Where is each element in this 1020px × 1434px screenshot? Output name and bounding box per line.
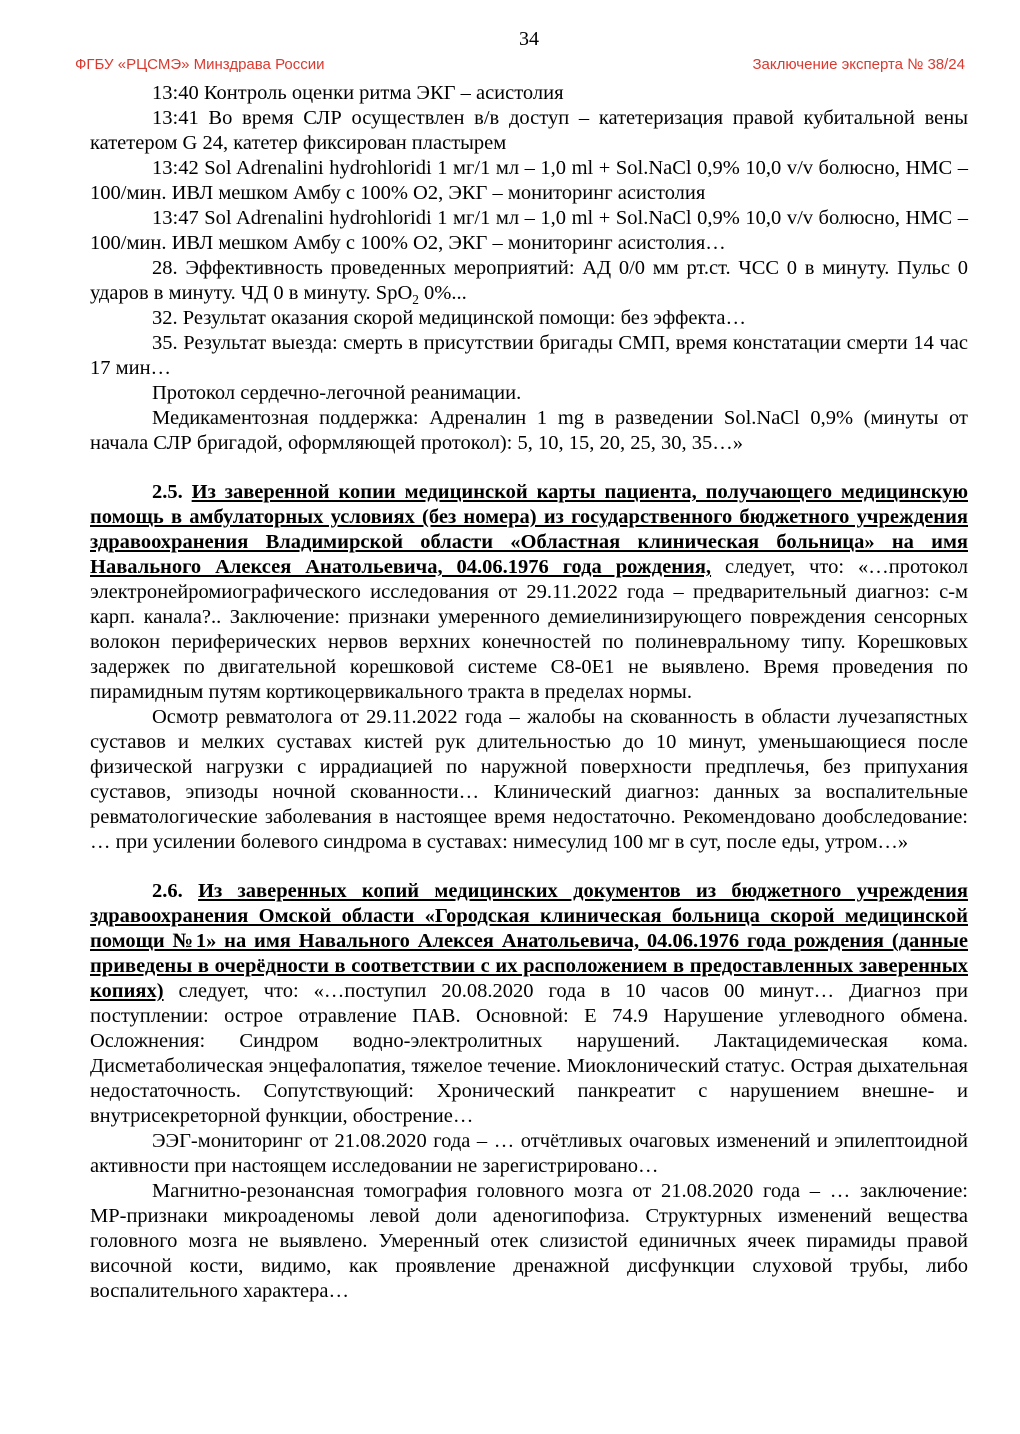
text-run: 13:40 Контроль оценки ритма ЭКГ – асистолия bbox=[152, 82, 564, 104]
paragraph-1342 bbox=[90, 156, 968, 206]
paragraph-35 bbox=[90, 331, 968, 381]
text-run: 2.5. bbox=[152, 481, 192, 503]
paragraph-32 bbox=[90, 306, 968, 331]
paragraph-1341 bbox=[90, 106, 968, 156]
text-run: 2 bbox=[412, 292, 419, 308]
text-run: 28. Эффективность проведенных мероприятий: АД 0/0 мм рт.ст. ЧСС 0 в минуту. Пульс 0 ударов в минуту. ЧД 0 в минуту. SpO bbox=[90, 257, 968, 304]
document-header bbox=[0, 50, 1020, 74]
text-run: 35. Результат выезда: смерть в присутствии бригады СМП, время констатации смерти 14 час 17 мин… bbox=[90, 332, 968, 379]
text-run: 2.6. bbox=[152, 880, 199, 902]
text-run: Из заверенных копий медицинских документов из бюджетного учреждения здравоохранения Омской области «Городская клиническая больница скорой медицинской помощи №1» на имя Навального Алексея Анатольевича, 04.06.1976 года рождения (данные приведены в очерёдности в соответствии с их расположением в предоставленных заверенных копиях) bbox=[90, 880, 969, 1002]
header-right-case: Заключение эксперта № 38/24 bbox=[752, 56, 965, 73]
paragraph-protocol bbox=[90, 381, 968, 406]
text-run: Протокол сердечно-легочной реанимации. bbox=[152, 382, 522, 404]
text-run: 13:47 Sol Adrenalini hydrohloridi 1 мг/1 мл – 1,0 ml + Sol.NaCl 0,9% 10,0 v/v болюсно, НМС – 100/мин. ИВЛ мешком Амбу с 100% О2, ЭКГ – мониторинг асистолия… bbox=[90, 207, 968, 254]
text-run: Магнитно-резонансная томография головного мозга от 21.08.2020 года – … заключение: МР-признаки микроаденомы левой доли аденогипофиза. Структурных изменений вещества головного мозга не выявлено. Умеренный отек слизистой единичных ячеек пирамиды правой височной кости, видимо, как проявление дренажной дисфункции слуховой трубы, либо воспалительного характера… bbox=[90, 1180, 968, 1302]
page-number: 34 bbox=[519, 28, 539, 50]
text-run: Медикаментозная поддержка: Адреналин 1 mg в разведении Sol.NaCl 0,9% (минуты от начала СЛР бригадой, оформляющей протокол): 5, 10, 15, 20, 25, 30, 35…» bbox=[90, 407, 968, 454]
paragraph-28 bbox=[90, 256, 968, 306]
text-run: 13:41 Во время СЛР осуществлен в/в доступ – катетеризация правой кубитальной вены катетером G 24, катетер фиксирован пластырем bbox=[90, 107, 968, 154]
text-run: следует, что: «…протокол электронейромиографического исследования от 29.11.2022 года – предварительный диагноз: с-м карп. канала?.. Заключение: признаки умеренного демиелинизирующего повреждения сенсорных волокон периферических нервов верхних конечностей по полиневральному типу. Корешковых задержек по двигательной корешковой системе С8-0Е1 не выявлено. Время проведения по пирамидным путям кортикоцервикального тракта в пределах нормы. bbox=[90, 556, 968, 703]
text-run: следует, что: «…поступил 20.08.2020 года в 10 часов 00 минут… Диагноз при поступлении: острое отравление ПАВ. Основной: Е 74.9 Нарушение углеводного обмена. Осложнения: Синдром водно-электролитных нарушений. Лактацидемическая кома. Дисметаболическая энцефалопатия, тяжелое течение. Миоклонический статус. Острая дыхательная недостаточность. Сопутствующий: Хронический панкреатит с нарушением внешне- и внутрисекреторной функции, обострение… bbox=[90, 980, 968, 1127]
text-run: Осмотр ревматолога от 29.11.2022 года – жалобы на скованность в области лучезапястных суставов и мелких суставах кистей рук длительностью до 10 минут, уменьшающиеся после физической нагрузки с иррадиацией по наружной поверхности предплечья, без припухания суставов, эпизоды ночной скованности… Клинический диагноз: данных за воспалительные ревматологические заболевания в настоящее время недостаточно. Рекомендовано дообследование: … при усилении болевого синдрома в суставах: нимесулид 100 мг в сут, после еды, утром…» bbox=[90, 706, 968, 853]
section-2-6 bbox=[90, 879, 968, 1129]
text-run: ЭЭГ-мониторинг от 21.08.2020 года – … отчётливых очаговых изменений и эпилептоидной активности при настоящем исследовании не зарегистрировано… bbox=[90, 1130, 968, 1177]
paragraph-eeg bbox=[90, 1129, 968, 1179]
paragraph-1340 bbox=[90, 81, 968, 106]
paragraph-1347 bbox=[90, 206, 968, 256]
document-body bbox=[0, 74, 1020, 1304]
section-2-5 bbox=[90, 480, 968, 705]
paragraph-medication bbox=[90, 406, 968, 456]
text-run: Из заверенной копии медицинской карты пациента, получающего медицинскую помощь в амбулаторных условиях (без номера) из государственного бюджетного учреждения здравоохранения Владимирской области «Областная клиническая больница» на имя Навального Алексея Анатольевича, 04.06.1976 года рождения, bbox=[90, 481, 968, 578]
header-left-org: ФГБУ «РЦСМЭ» Минздрава России bbox=[75, 56, 325, 73]
paragraph-mri bbox=[90, 1179, 968, 1304]
paragraph-rheumatologist bbox=[90, 705, 968, 855]
text-run: 32. Результат оказания скорой медицинской помощи: без эффекта… bbox=[152, 307, 747, 329]
text-run: 13:42 Sol Adrenalini hydrohloridi 1 мг/1 мл – 1,0 ml + Sol.NaCl 0,9% 10,0 v/v болюсно, НМС – 100/мин. ИВЛ мешком Амбу с 100% О2, ЭКГ – мониторинг асистолия bbox=[90, 157, 968, 204]
text-run: 0%... bbox=[418, 282, 467, 304]
